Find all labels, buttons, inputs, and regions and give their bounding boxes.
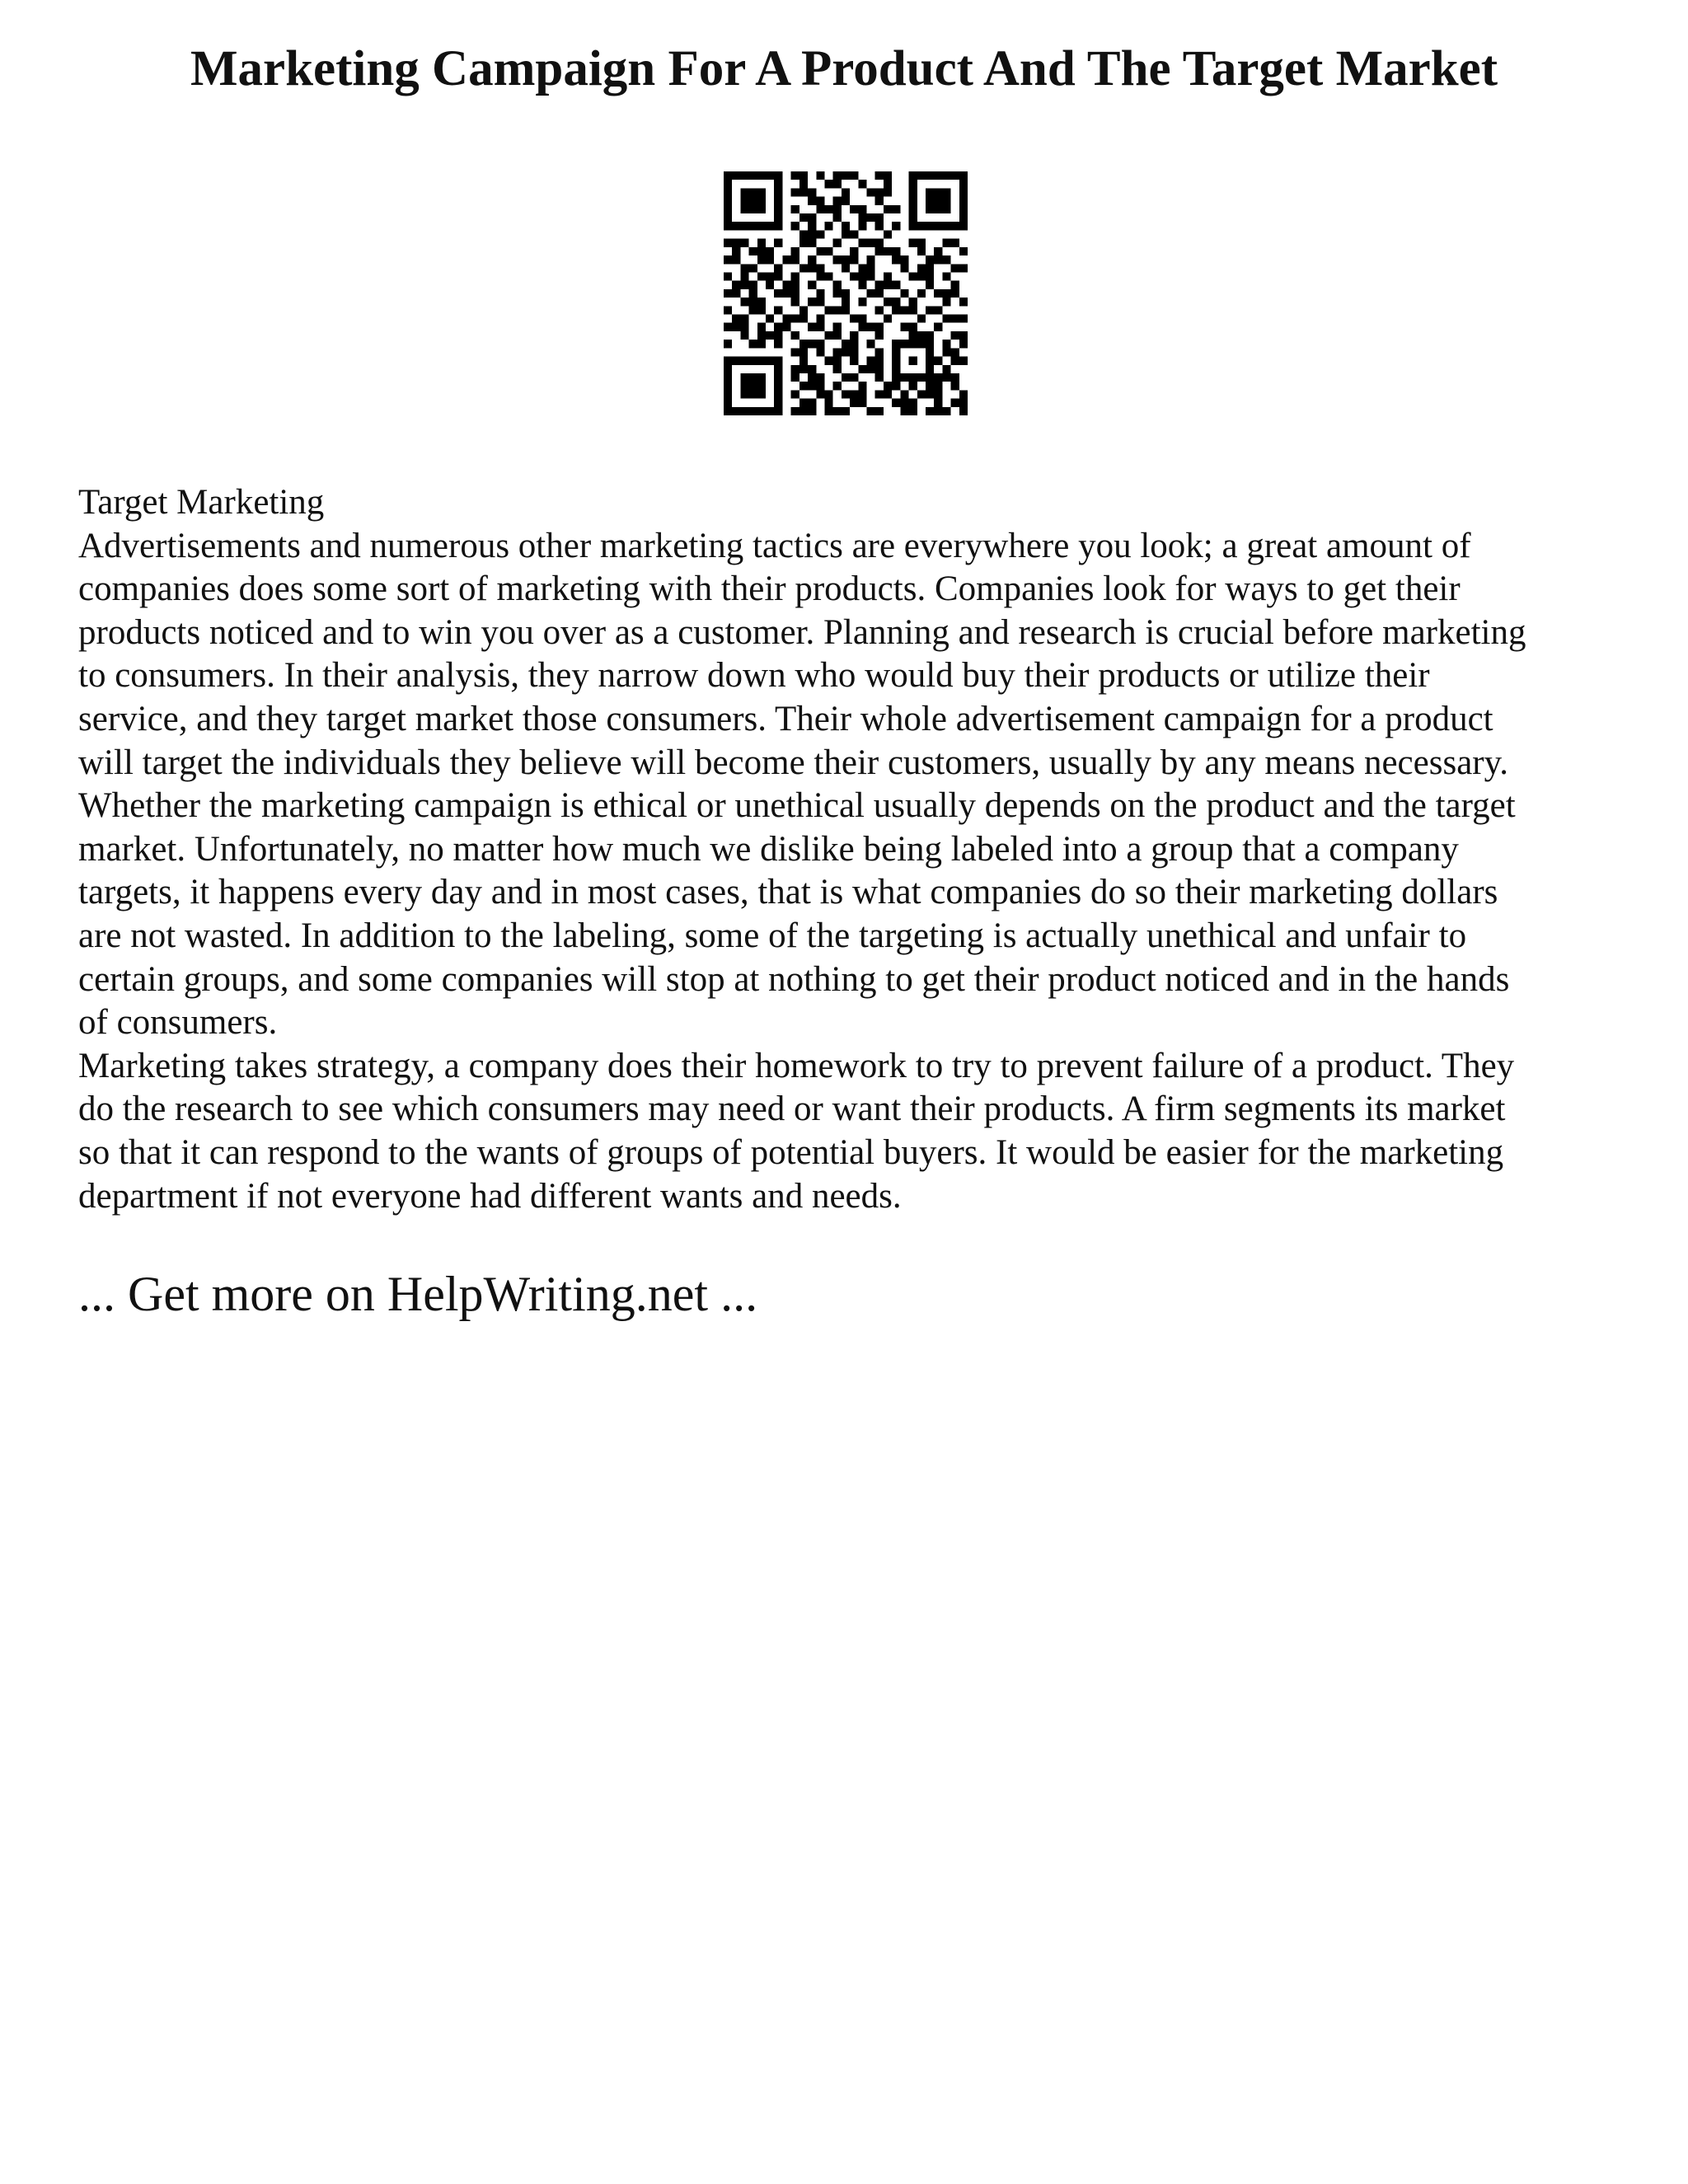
body-line: do the research to see which consumers may need or want their products. A firm segments its market	[78, 1090, 1506, 1129]
body-line: department if not everyone had different wants and needs.	[78, 1176, 902, 1216]
body-line: targets, it happens every day and in most cases, that is what companies do so their marketing dollars	[78, 873, 1498, 912]
section-heading: Target Marketing	[78, 483, 325, 522]
body-line: market. Unfortunately, no matter how much we dislike being labeled into a group that a company	[78, 829, 1459, 869]
qr-code-icon	[724, 171, 968, 415]
body-line: Whether the marketing campaign is ethical or unethical usually depends on the product and the target	[78, 786, 1516, 826]
body-line: companies does some sort of marketing with their products. Companies look for ways to get their	[78, 569, 1461, 609]
body-line: Marketing takes strategy, a company does their homework to try to prevent failure of a product. They	[78, 1046, 1515, 1085]
body-line: so that it can respond to the wants of groups of potential buyers. It would be easier for the marketing	[78, 1132, 1504, 1172]
body-line: Advertisements and numerous other marketing tactics are everywhere you look; a great amount of	[78, 526, 1471, 565]
body-line: service, and they target market those consumers. Their whole advertisement campaign for a product	[78, 699, 1493, 738]
body-line: will target the individuals they believe will become their customers, usually by any means necessary.	[78, 743, 1509, 782]
body-line: products noticed and to win you over as a customer. Planning and research is crucial before marketing	[78, 612, 1526, 652]
more-link[interactable]: ... Get more on HelpWriting.net ...	[78, 1267, 758, 1321]
page-title: Marketing Campaign For A Product And The Target Market	[190, 41, 1498, 96]
body-line: are not wasted. In addition to the labeling, some of the targeting is actually unethical and unfair to	[78, 916, 1467, 955]
body-line: of consumers.	[78, 1003, 278, 1043]
body-line: to consumers. In their analysis, they narrow down who would buy their products or utilize their	[78, 656, 1430, 696]
body-line: certain groups, and some companies will stop at nothing to get their product noticed and in the hands	[78, 959, 1510, 999]
article-body	[78, 481, 1628, 1218]
